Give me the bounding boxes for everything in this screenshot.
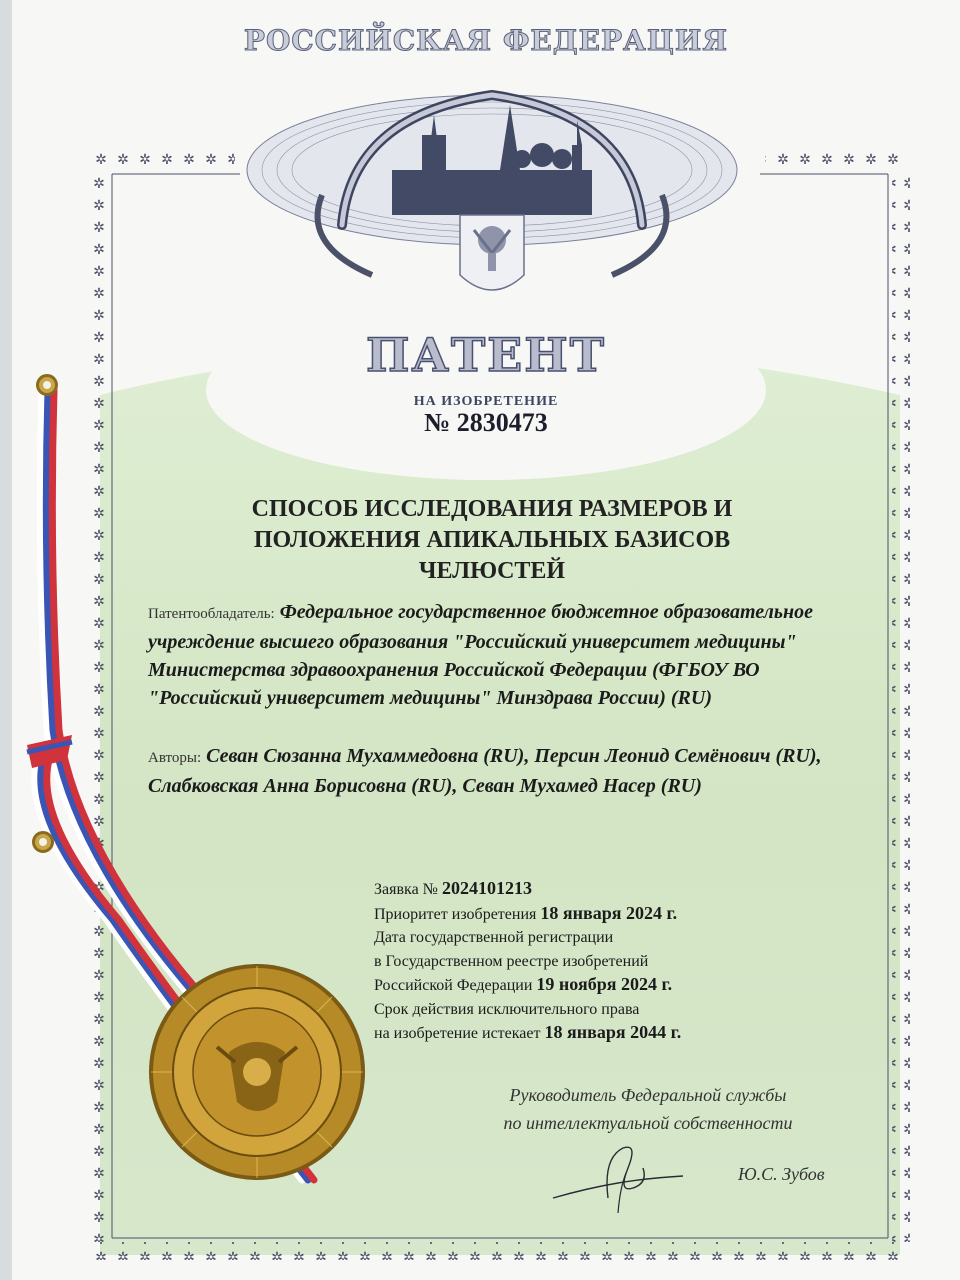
registration-label-line-3: Российской Федерации [374,977,533,994]
signer-name: Ю.С. Зубов [738,1164,825,1184]
invention-title-line: ЧЕЛЮСТЕЙ [418,558,566,584]
term-label-line-2: на изобретение истекает [374,1025,541,1042]
registration-date: 19 ноября 2024 г. [536,974,673,994]
document-subtype: НА ИЗОБРЕТЕНИЕ [413,394,559,409]
registration-label-line-2: в Государственном реестре изобретений [374,952,649,970]
application-line [374,877,834,902]
priority-line [374,902,834,927]
term-line [374,1021,834,1046]
registration-details [374,877,834,1046]
signer-title [468,1081,828,1137]
gold-seal-icon [147,962,367,1182]
country-heading: РОССИЙСКАЯ ФЕДЕРАЦИЯ [243,24,729,57]
registration-line [374,973,834,998]
patent-holder-value: Федеральное государственное бюджетное образовательное учреждение высшего образования "Российский университет медицины" Министерства здравоохранения Российской Федерации (ФГБОУ ВО "Российский университет медицины" Минздрава России) (RU) [148,601,814,709]
term-label-line-1: Срок действия исключительного права [374,1000,640,1018]
application-label: Заявка № [374,881,438,898]
grommet-bottom [32,831,54,853]
double-headed-eagle-icon [460,215,524,290]
registration-label-line-1: Дата государственной регистрации [374,929,614,946]
kremlin-wreath-emblem [242,75,742,305]
priority-date: 18 января 2024 г. [540,902,678,923]
signer-title-line-1: Руководитель Федеральной службы [509,1085,787,1105]
invention-title-line: СПОСОБ ИССЛЕДОВАНИЯ РАЗМЕРОВ И [251,496,733,522]
authors-value: Севан Сюзанна Мухаммедовна (RU), Персин Леонид Семёнович (RU), Слабковская Анна Борисовна (RU), Севан Мухамед Насер (RU) [148,745,822,797]
invention-title-line: ПОЛОЖЕНИЯ АПИКАЛЬНЫХ БАЗИСОВ [253,527,731,553]
document-type-heading: ПАТЕНТ [366,328,606,382]
patent-number: № 2830473 [424,408,548,437]
patent-holder-label: Патентообладатель: [148,606,275,622]
signer-title-line-2: по интеллектуальной собственности [503,1113,793,1133]
priority-label: Приоритет изобретения [374,905,537,923]
term-date: 18 января 2044 г. [544,1022,682,1042]
authors-label: Авторы: [148,750,202,766]
application-number: 2024101213 [441,878,532,898]
patent-sheet [12,0,960,1280]
grommet-top [36,374,58,396]
handwritten-signature [548,1138,688,1218]
